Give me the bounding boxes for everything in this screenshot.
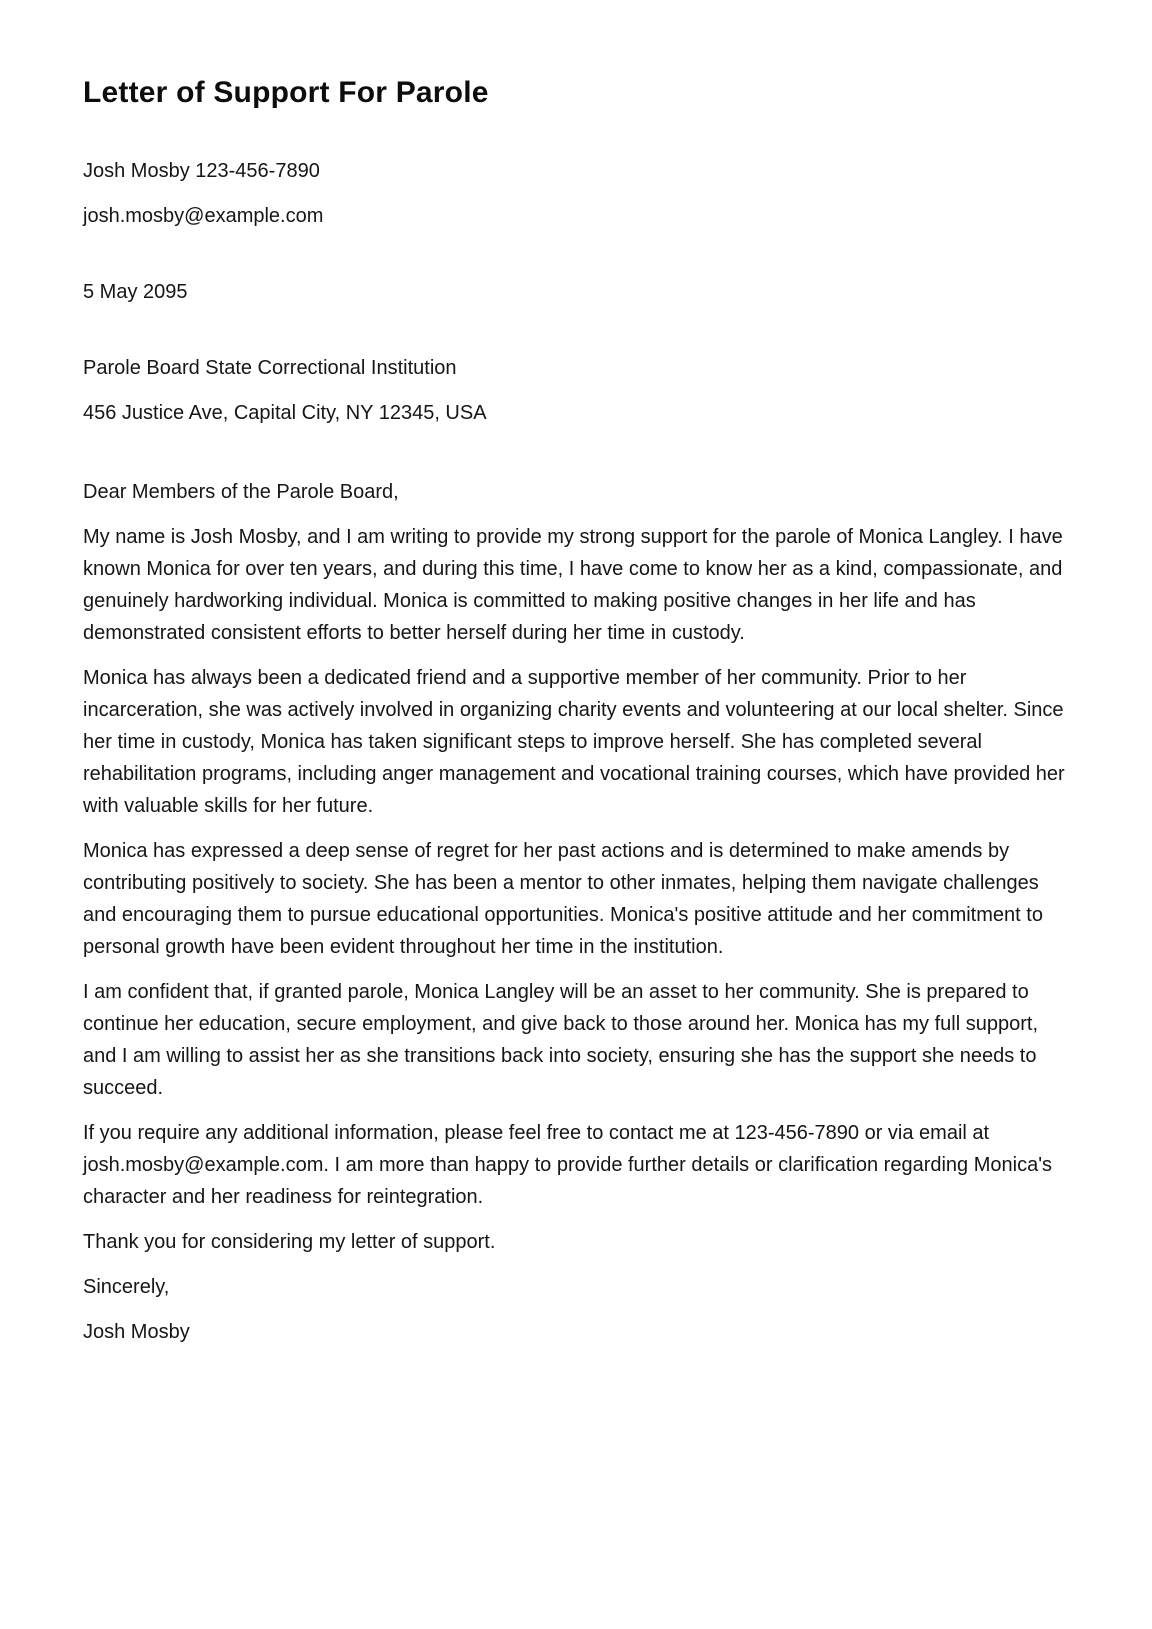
sender-name-phone: Josh Mosby 123-456-7890 <box>83 159 320 182</box>
sender-email: josh.mosby@example.com <box>83 204 324 227</box>
letter-paragraph-regret: Monica has expressed a deep sense of regret for her past actions and is determined to make amends by contributing positively to society. She has been a mentor to other inmates, helping them navigate challenges and encouraging them to pursue educational opportunities. Monica's positive attitude and her commitment to personal growth have been evident throughout her time in the institution. <box>83 839 1043 958</box>
letter-paragraph-community: Monica has always been a dedicated friend and a supportive member of her community. Prior to her incarceration, she was actively involved in organizing charity events and volunteering at our local shelter. Since her time in custody, Monica has taken significant steps to improve herself. She has completed several rehabilitation programs, including anger management and vocational training courses, which have provided her with valuable skills for her future. <box>83 666 1065 817</box>
salutation: Dear Members of the Parole Board, <box>83 480 399 503</box>
recipient-name: Parole Board State Correctional Institution <box>83 356 457 379</box>
letter-paragraph-confidence: I am confident that, if granted parole, Monica Langley will be an asset to her community. She is prepared to continue her education, secure employment, and give back to those around her. Monica has my full support, and I am willing to assist her as she transitions back into society, ensuring she has the support she needs to succeed. <box>83 980 1038 1099</box>
letter-date: 5 May 2095 <box>83 280 188 303</box>
recipient-address: 456 Justice Ave, Capital City, NY 12345, USA <box>83 401 487 424</box>
letter-paragraph-intro: My name is Josh Mosby, and I am writing to provide my strong support for the parole of Monica Langley. I have known Monica for over ten years, and during this time, I have come to know her as a kind, compassionate, and genuinely hardworking individual. Monica is committed to making positive changes in her life and has demonstrated consistent efforts to better herself during her time in custody. <box>83 525 1063 644</box>
closing-thanks: Thank you for considering my letter of support. <box>83 1230 496 1253</box>
page-title: Letter of Support For Parole <box>83 76 489 109</box>
signature-name: Josh Mosby <box>83 1320 190 1343</box>
letter-paragraph-contact: If you require any additional information, please feel free to contact me at 123-456-7890 or via email at josh.mosby@example.com. I am more than happy to provide further details or clarification regarding Monica's character and her readiness for reintegration. <box>83 1121 1053 1208</box>
signoff: Sincerely, <box>83 1275 170 1298</box>
